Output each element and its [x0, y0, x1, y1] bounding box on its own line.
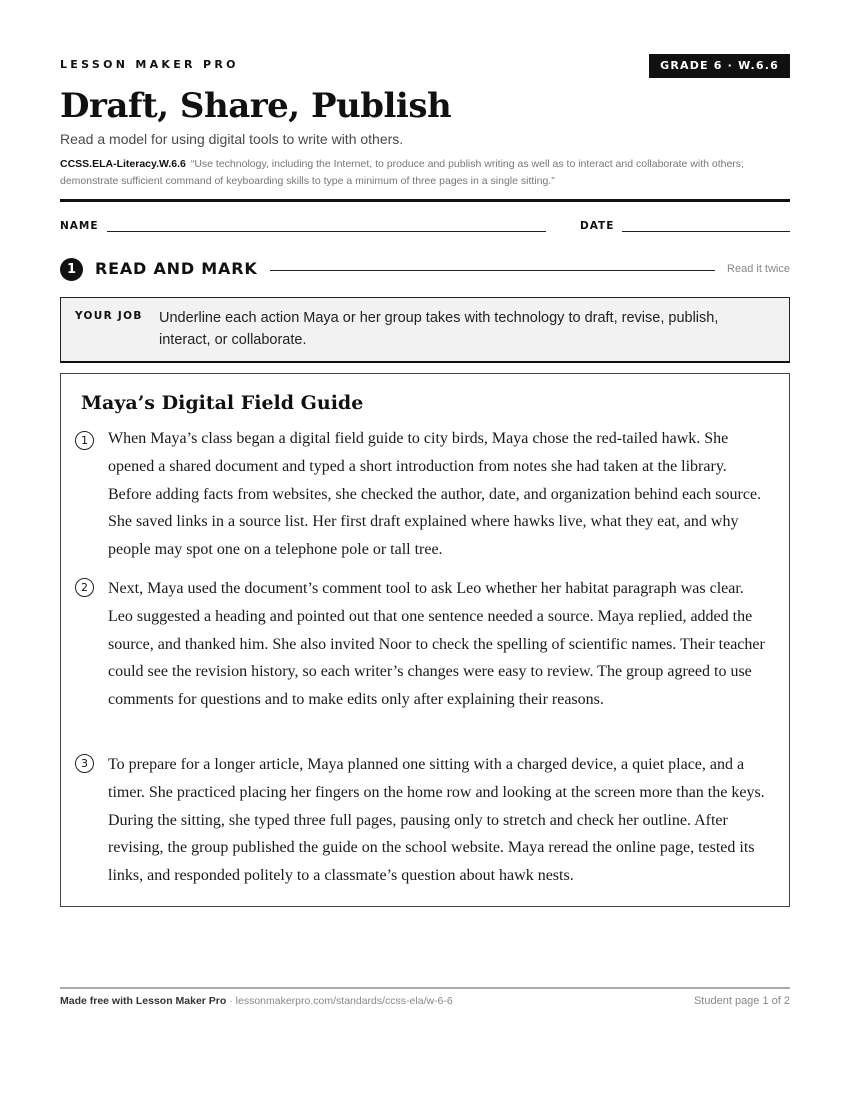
standard-text: “Use technology, including the Internet, to produce and publish writing as well as to interact and collaborate with others; demonstrate sufficient command of keyboarding skills to type a minimum of three pages in a single sitting.”: [60, 158, 744, 187]
instruction-text: Underline each action Maya or her group takes with technology to draft, revise, publish, interact, or collaborate.: [159, 310, 719, 348]
paragraph-number: 1: [75, 431, 94, 450]
paragraph-text: Next, Maya used the document’s comment tool to ask Leo whether her habitat paragraph was clear. Leo suggested a heading and pointed out that one sentence needed a source. Maya replied, added the source, and thanked him. She also invited Noor to check the spelling of scientific names. Their teacher could see the revision history, so each writer’s changes were easy to review. The group agreed to use comments for questions and to make edits only after explaining their reasons.: [108, 580, 765, 709]
passage-title: Maya’s Digital Field Guide: [81, 392, 364, 414]
header-divider: [60, 199, 790, 202]
footer-made-with: Made free with Lesson Maker Pro: [60, 995, 227, 1007]
standard-note: [60, 156, 790, 190]
paragraph-text: When Maya’s class began a digital field guide to city birds, Maya chose the red-tailed hawk. She opened a shared document and typed a short introduction from notes she had taken at the library. Before adding facts from websites, she checked the author, date, and organization behind each source. She saved links in a source list. Her first draft explained where hawks live, what they eat, and why people may spot one on a telephone pole or tall tree.: [108, 430, 762, 559]
name-field[interactable]: [107, 231, 546, 232]
grade-badge: GRADE 6 · W.6.6: [649, 54, 790, 78]
footer-separator: ·: [226, 995, 236, 1007]
page-title: Draft, Share, Publish: [60, 86, 452, 126]
footer-credit: [60, 995, 453, 1007]
name-label: NAME: [60, 220, 99, 232]
paragraph-text: To prepare for a longer article, Maya planned one sitting with a charged device, a quiet place, and a timer. She practiced placing her fingers on the home row and looking at the screen more than the keys. During the sitting, she typed three full pages, pausing only to stretch and check her outline. After revising, the group published the guide on the school website. Maya reread the online page, tested its links, and responded politely to a classmate’s question about hawk nests.: [108, 756, 765, 885]
standard-code: CCSS.ELA-Literacy.W.6.6: [60, 158, 186, 170]
section-divider: [270, 270, 715, 271]
section-note: Read it twice: [727, 263, 790, 275]
paragraph-number: 2: [75, 578, 94, 597]
reading-passage: [60, 373, 790, 907]
footer-url[interactable]: lessonmakerpro.com/standards/ccss-ela/w-6-6: [235, 995, 453, 1007]
section-header: [60, 258, 790, 282]
instruction-label: YOUR JOB: [75, 310, 143, 322]
page-indicator: Student page 1 of 2: [693, 995, 790, 1007]
header-bar: [60, 56, 790, 80]
section-title: READ AND MARK: [95, 259, 258, 278]
date-label: DATE: [580, 220, 615, 232]
page-subtitle: Read a model for using digital tools to write with others.: [60, 131, 404, 147]
name-date-row: [60, 219, 790, 235]
brand-name: LESSON MAKER PRO: [60, 58, 239, 71]
footer-divider: [60, 987, 790, 989]
section-number-badge: 1: [60, 258, 83, 281]
date-field[interactable]: [622, 231, 790, 232]
instruction-box: [60, 297, 790, 363]
paragraph-number: 3: [75, 754, 94, 773]
